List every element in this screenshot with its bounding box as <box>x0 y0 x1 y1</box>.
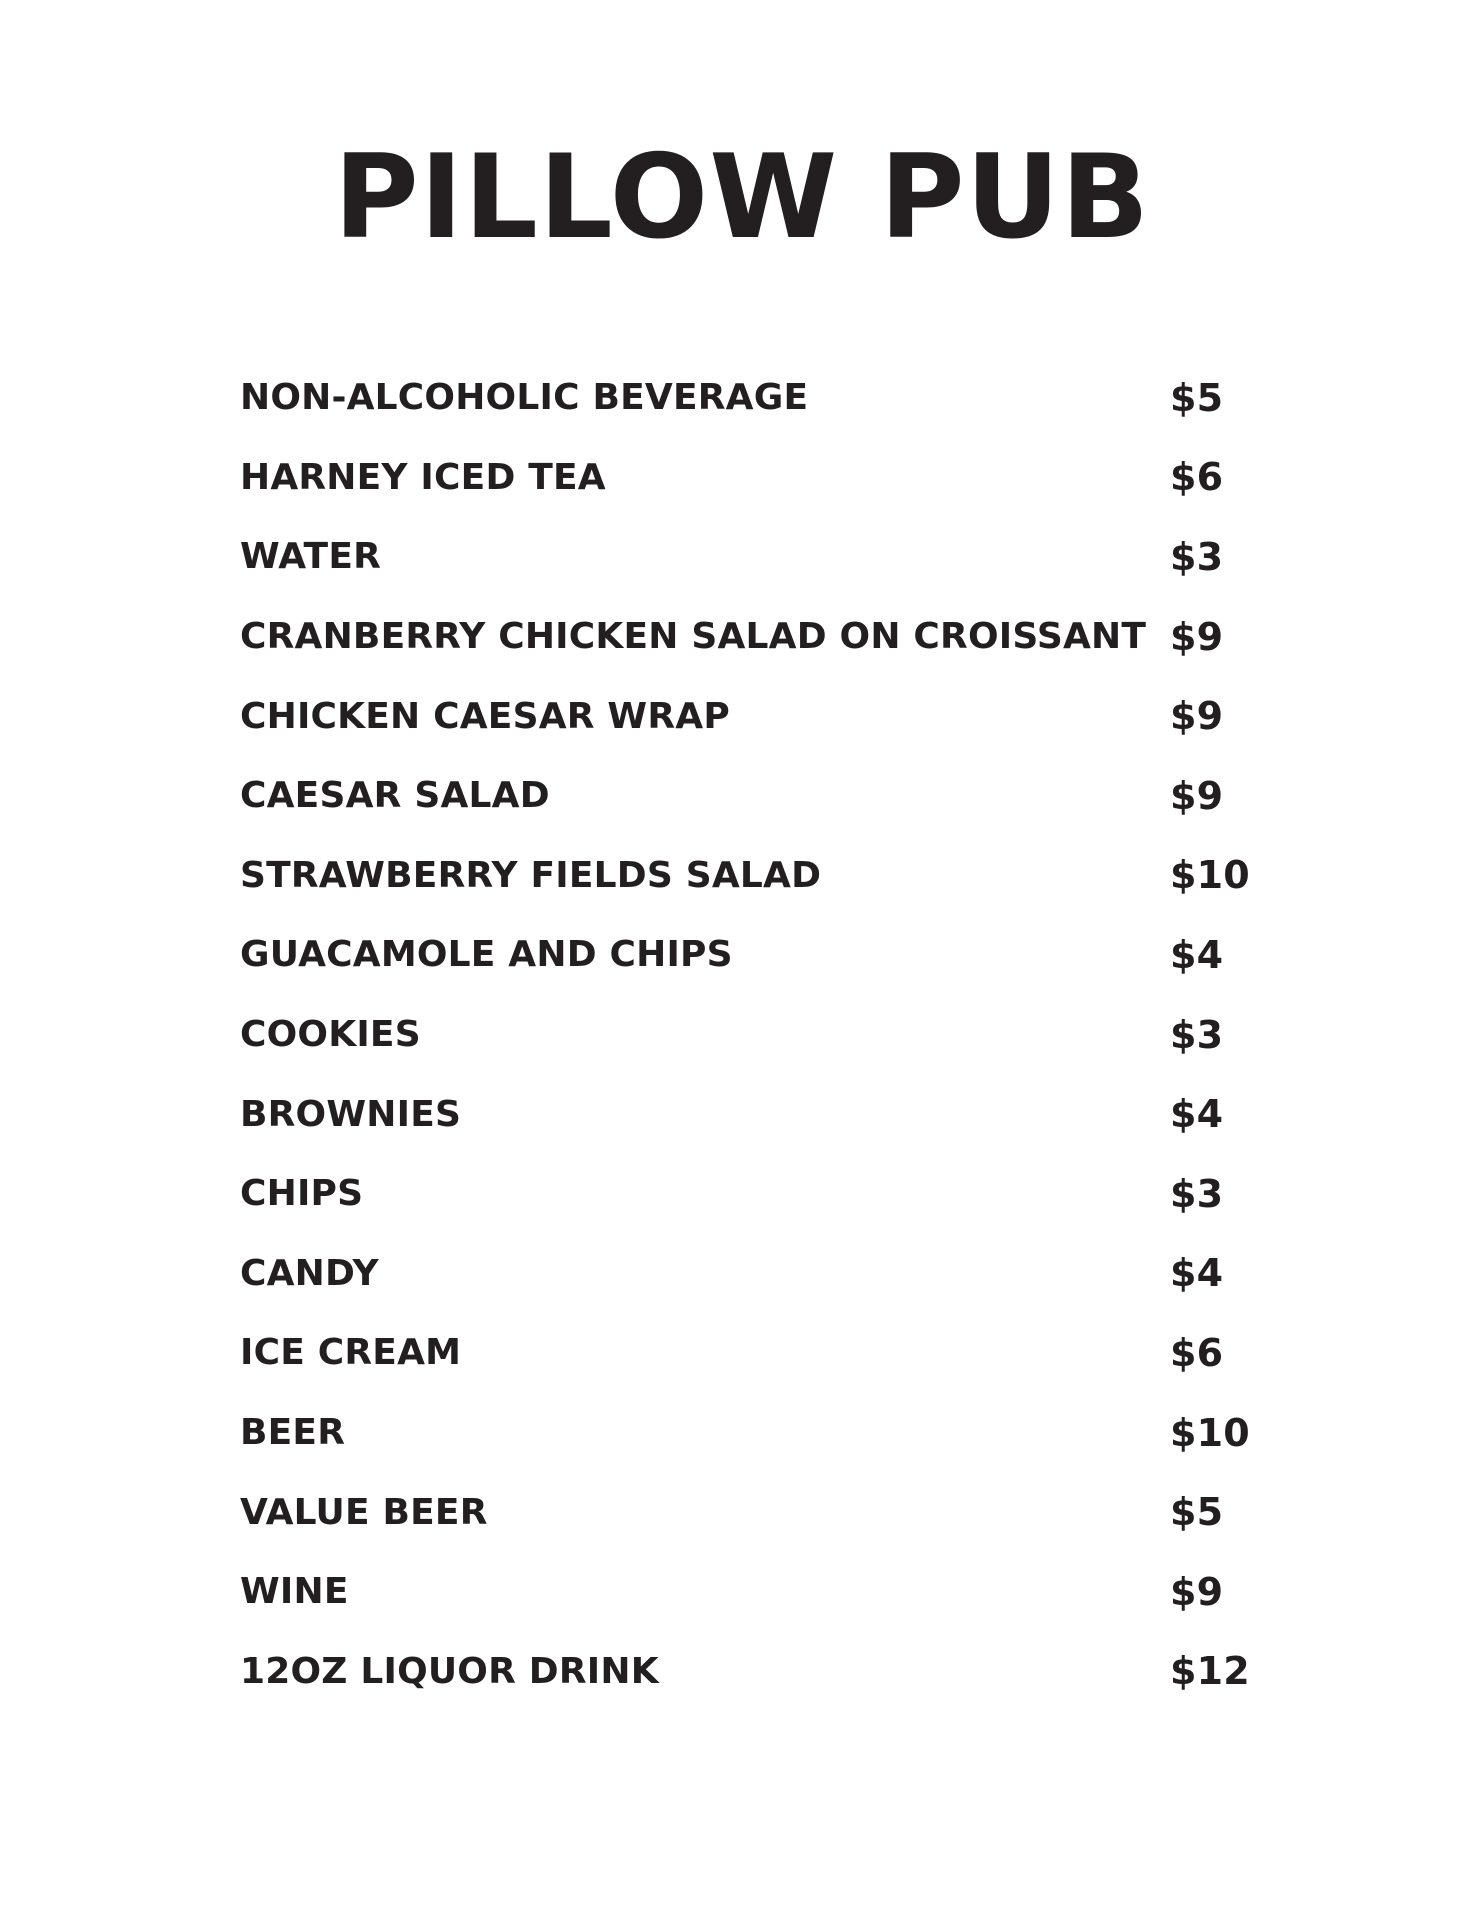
menu-item <box>240 1074 1260 1154</box>
menu-item-price: $9 <box>1170 773 1224 818</box>
menu-item-name: VALUE BEER <box>240 1491 488 1533</box>
menu-item-name: BROWNIES <box>240 1093 462 1135</box>
menu-item-price: $3 <box>1170 534 1224 579</box>
menu-item-price: $4 <box>1170 1092 1224 1137</box>
menu-item <box>240 756 1260 836</box>
menu-item <box>240 836 1260 916</box>
menu-item-name: CAESAR SALAD <box>240 775 550 817</box>
menu-item-price: $10 <box>1170 853 1250 898</box>
menu-item <box>240 1313 1260 1393</box>
menu-item <box>240 995 1260 1075</box>
menu-item-price: $3 <box>1170 1012 1224 1057</box>
menu-item <box>240 1393 1260 1473</box>
menu-item-name: 12OZ LIQUOR DRINK <box>240 1650 659 1692</box>
menu-item-name: NON-ALCOHOLIC BEVERAGE <box>240 377 809 419</box>
menu-item-name: CRANBERRY CHICKEN SALAD ON CROISSANT <box>240 616 1147 658</box>
menu-item-name: WATER <box>240 536 382 578</box>
menu-item-price: $4 <box>1170 932 1224 977</box>
menu-item-price: $5 <box>1170 375 1224 420</box>
menu-item <box>240 1234 1260 1314</box>
menu-item <box>240 1472 1260 1552</box>
menu-item <box>240 1154 1260 1234</box>
menu-item <box>240 517 1260 597</box>
menu-item-name: BEER <box>240 1412 346 1454</box>
menu-item-price: $6 <box>1170 455 1224 500</box>
menu-item <box>240 358 1260 438</box>
menu-item <box>240 1632 1260 1712</box>
menu-item-price: $9 <box>1170 1569 1224 1614</box>
menu-item-name: STRAWBERRY FIELDS SALAD <box>240 854 822 896</box>
menu-item-price: $12 <box>1170 1649 1250 1694</box>
menu-item-name: CHICKEN CAESAR WRAP <box>240 695 730 737</box>
menu-item-price: $3 <box>1170 1171 1224 1216</box>
menu-item-name: ICE CREAM <box>240 1332 462 1374</box>
menu-item <box>240 438 1260 518</box>
menu-item-price: $10 <box>1170 1410 1250 1455</box>
menu-item <box>240 1552 1260 1632</box>
menu-item-name: COOKIES <box>240 1014 421 1056</box>
menu-item <box>240 676 1260 756</box>
menu-item-price: $4 <box>1170 1251 1224 1296</box>
menu-list <box>240 358 1260 1711</box>
menu-item <box>240 915 1260 995</box>
menu-item-name: WINE <box>240 1571 349 1613</box>
menu-item-price: $6 <box>1170 1330 1224 1375</box>
menu-item-name: GUACAMOLE AND CHIPS <box>240 934 733 976</box>
menu-item-price: $5 <box>1170 1490 1224 1535</box>
page-title: PILLOW PUB <box>333 130 1151 265</box>
menu-item-name: HARNEY ICED TEA <box>240 456 606 498</box>
menu-item-price: $9 <box>1170 694 1224 739</box>
menu-item-price: $9 <box>1170 614 1224 659</box>
menu-item-name: CANDY <box>240 1252 379 1294</box>
menu-item-name: CHIPS <box>240 1173 364 1215</box>
menu-item <box>240 597 1260 677</box>
